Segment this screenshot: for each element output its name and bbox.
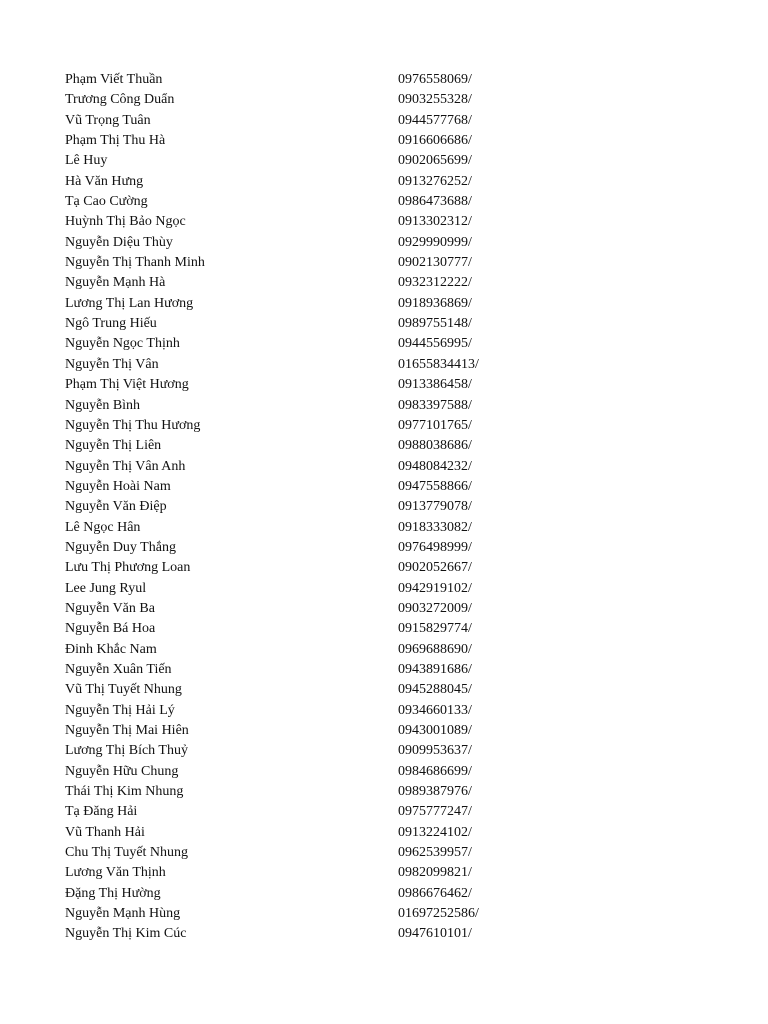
contact-phone: 0909953637/	[398, 743, 472, 759]
contact-list	[65, 70, 705, 945]
contact-row	[65, 802, 705, 822]
contact-row	[65, 863, 705, 883]
contact-row	[65, 721, 705, 741]
contact-row	[65, 416, 705, 436]
contact-phone: 0913386458/	[398, 377, 472, 393]
contact-name: Nguyễn Xuân Tiến	[65, 661, 172, 677]
contact-name: Vũ Thanh Hải	[65, 824, 145, 840]
contact-row	[65, 518, 705, 538]
contact-phone: 0986676462/	[398, 885, 472, 901]
contact-name: Thái Thị Kim Nhung	[65, 784, 184, 800]
contact-phone: 0943891686/	[398, 661, 472, 677]
contact-phone: 0976498999/	[398, 539, 472, 555]
contact-phone: 0984686699/	[398, 763, 472, 779]
contact-phone: 0983397588/	[398, 397, 472, 413]
contact-row	[65, 843, 705, 863]
contact-row	[65, 579, 705, 599]
contact-phone: 0948084232/	[398, 458, 472, 474]
contact-phone: 0943001089/	[398, 723, 472, 738]
contact-name: Nguyễn Thị Liên	[65, 438, 162, 454]
contact-name: Lưu Thị Phương Loan	[65, 560, 191, 576]
contact-name: Nguyễn Thị Mai Hiên	[65, 723, 189, 738]
contact-row	[65, 436, 705, 456]
contact-name: Lee Jung Ryul	[65, 580, 147, 596]
contact-row	[65, 253, 705, 273]
contact-name: Nguyễn Văn Điệp	[65, 499, 167, 515]
contact-phone: 0902052667/	[398, 560, 472, 576]
contact-name: Ngô Trung Hiếu	[65, 316, 157, 332]
contact-row	[65, 70, 705, 90]
contact-row	[65, 762, 705, 782]
contact-row	[65, 497, 705, 517]
contact-row	[65, 477, 705, 497]
contact-row	[65, 904, 705, 924]
contact-row	[65, 924, 705, 944]
contact-phone: 0982099821/	[398, 865, 472, 881]
contact-name: Đinh Khắc Nam	[65, 641, 157, 657]
contact-row	[65, 233, 705, 253]
contact-row	[65, 640, 705, 660]
contact-row	[65, 660, 705, 680]
contact-row	[65, 151, 705, 171]
contact-row	[65, 599, 705, 619]
contact-phone: 0929990999/	[398, 234, 472, 250]
contact-row	[65, 334, 705, 354]
contact-name: Nguyễn Diệu Thùy	[65, 234, 173, 250]
contact-phone: 0989387976/	[398, 784, 472, 800]
contact-name: Lương Thị Lan Hương	[65, 295, 194, 311]
contact-row	[65, 538, 705, 558]
contact-row	[65, 294, 705, 314]
contact-row	[65, 680, 705, 700]
contact-phone: 01697252586/	[398, 906, 479, 922]
contact-name: Lương Thị Bích Thuỷ	[65, 743, 188, 759]
contact-phone: 0903255328/	[398, 92, 472, 108]
contact-name: Phạm Thị Việt Hương	[65, 377, 189, 393]
contact-phone: 0932312222/	[398, 275, 472, 291]
contact-name: Nguyễn Bình	[65, 397, 141, 413]
contact-phone: 0944577768/	[398, 112, 472, 128]
contact-phone: 0902130777/	[398, 255, 472, 271]
contact-row	[65, 212, 705, 232]
contact-name: Chu Thị Tuyết Nhung	[65, 845, 189, 861]
contact-phone: 0989755148/	[398, 316, 472, 332]
contact-row	[65, 396, 705, 416]
contact-row	[65, 884, 705, 904]
contact-row	[65, 111, 705, 131]
contact-name: Nguyễn Thị Vân	[65, 356, 159, 372]
contact-name: Vũ Thị Tuyết Nhung	[65, 682, 182, 698]
contact-name: Trương Công Duẩn	[65, 92, 175, 108]
contact-phone: 0942919102/	[398, 580, 472, 596]
contact-name: Nguyễn Mạnh Hùng	[65, 906, 181, 922]
contact-phone: 0947558866/	[398, 478, 472, 494]
contact-phone: 0969688690/	[398, 641, 472, 657]
contact-phone: 0915829774/	[398, 621, 472, 637]
contact-name: Nguyễn Thị Thanh Minh	[65, 255, 205, 271]
contact-name: Lê Ngọc Hân	[65, 519, 141, 535]
contact-name: Nguyễn Mạnh Hà	[65, 275, 166, 291]
contact-phone: 0975777247/	[398, 804, 472, 820]
contact-phone: 0913302312/	[398, 214, 472, 230]
contact-phone: 0977101765/	[398, 417, 472, 433]
contact-row	[65, 355, 705, 375]
contact-row	[65, 192, 705, 212]
contact-name: Huỳnh Thị Bảo Ngọc	[65, 214, 186, 230]
contact-row	[65, 558, 705, 578]
contact-phone: 0962539957/	[398, 845, 472, 861]
contact-phone: 0947610101/	[398, 926, 472, 942]
contact-row	[65, 375, 705, 395]
contact-phone: 0913224102/	[398, 824, 472, 840]
contact-row	[65, 314, 705, 334]
contact-name: Nguyễn Bá Hoa	[65, 621, 156, 637]
contact-row	[65, 273, 705, 293]
contact-name: Lê Huy	[65, 153, 108, 169]
contact-phone: 0916606686/	[398, 133, 472, 149]
contact-name: Nguyễn Duy Thắng	[65, 539, 176, 555]
contact-phone: 0934660133/	[398, 702, 472, 718]
contact-phone: 0902065699/	[398, 153, 472, 169]
contact-row	[65, 90, 705, 110]
contact-name: Tạ Đăng Hải	[65, 804, 138, 820]
contact-phone: 0986473688/	[398, 194, 472, 210]
contact-phone: 0918333082/	[398, 519, 472, 535]
contact-name: Nguyễn Thị Kim Cúc	[65, 926, 187, 942]
contact-name: Vũ Trọng Tuân	[65, 112, 151, 128]
contact-name: Tạ Cao Cường	[65, 194, 148, 210]
contact-phone: 0988038686/	[398, 438, 472, 454]
contact-name: Nguyễn Thị Thu Hương	[65, 417, 201, 433]
contact-name: Lương Văn Thịnh	[65, 865, 166, 881]
contact-name: Phạm Thị Thu Hà	[65, 133, 166, 149]
contact-row	[65, 457, 705, 477]
contact-row	[65, 619, 705, 639]
contact-name: Nguyễn Hoài Nam	[65, 478, 171, 494]
contact-row	[65, 131, 705, 151]
contact-phone: 0918936869/	[398, 295, 472, 311]
contact-name: Nguyễn Thị Hải Lý	[65, 702, 175, 718]
contact-row	[65, 701, 705, 721]
contact-row	[65, 823, 705, 843]
contact-row	[65, 782, 705, 802]
contact-name: Nguyễn Ngọc Thịnh	[65, 336, 180, 352]
contact-name: Nguyễn Hữu Chung	[65, 763, 179, 779]
contact-name: Đặng Thị Hường	[65, 885, 161, 901]
contact-phone: 0913276252/	[398, 173, 472, 189]
contact-row	[65, 741, 705, 761]
contact-phone: 0903272009/	[398, 600, 472, 616]
contact-phone: 0944556995/	[398, 336, 472, 352]
contact-name: Hà Văn Hưng	[65, 173, 144, 189]
contact-name: Phạm Viết Thuần	[65, 72, 163, 87]
contact-phone: 01655834413/	[398, 356, 479, 372]
contact-phone: 0913779078/	[398, 499, 472, 515]
contact-name: Nguyễn Thị Vân Anh	[65, 458, 186, 474]
contact-phone: 0976558069/	[398, 72, 472, 87]
contact-phone: 0945288045/	[398, 682, 472, 698]
contact-row	[65, 172, 705, 192]
contact-name: Nguyễn Văn Ba	[65, 600, 155, 616]
